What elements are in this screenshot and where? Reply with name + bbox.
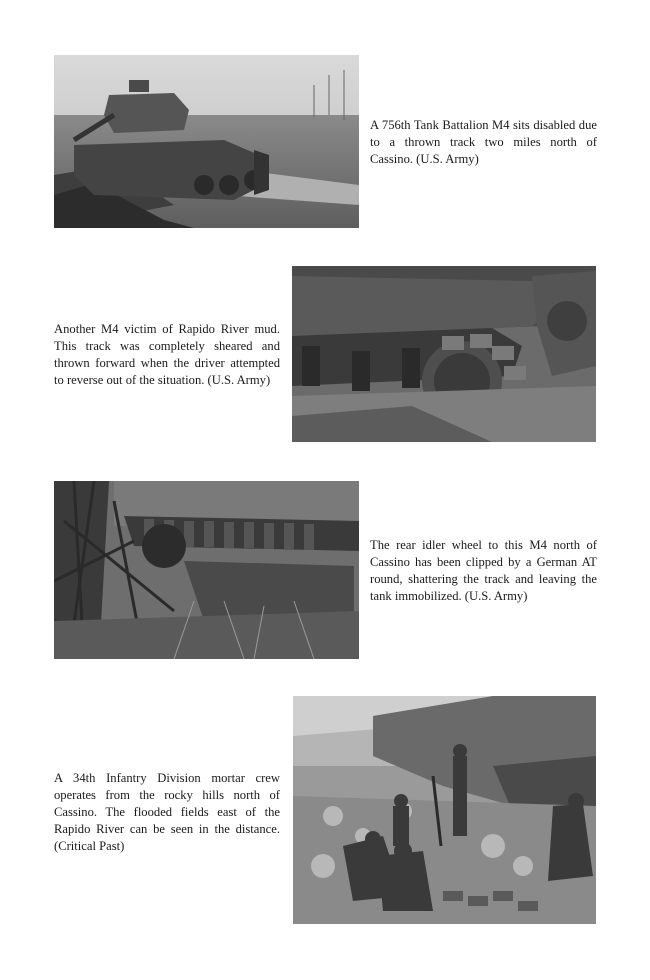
photo-damaged-idler-wheel — [54, 481, 359, 659]
photo-mortar-crew-image — [293, 696, 596, 924]
photo-tank-thrown-track-image — [54, 55, 359, 228]
photo-mortar-crew — [293, 696, 596, 924]
photo-tank-thrown-track — [54, 55, 359, 228]
figure-caption: Another M4 victim of Rapido River mud. This track was completely sheared and thrown forward when the driver attempted to reverse out of the situation. (U.S. Army) — [54, 322, 280, 387]
photo-sheared-track — [292, 266, 596, 442]
photo-damaged-idler-wheel-image — [54, 481, 359, 659]
figure-caption: The rear idler wheel to this M4 north of Cassino has been clipped by a German AT round, shattering the track and leaving the tank immobilized. (U.S. Army) — [370, 538, 597, 603]
photo-sheared-track-image — [292, 266, 596, 442]
figure-caption: A 756th Tank Battalion M4 sits disabled due to a thrown track two miles north of Cassino. (U.S. Army) — [370, 118, 597, 166]
figure-caption: A 34th Infantry Division mortar crew operates from the rocky hills north of Cassino. The flooded fields east of the Rapido River can be seen in the distance. (Critical Past) — [54, 771, 280, 853]
